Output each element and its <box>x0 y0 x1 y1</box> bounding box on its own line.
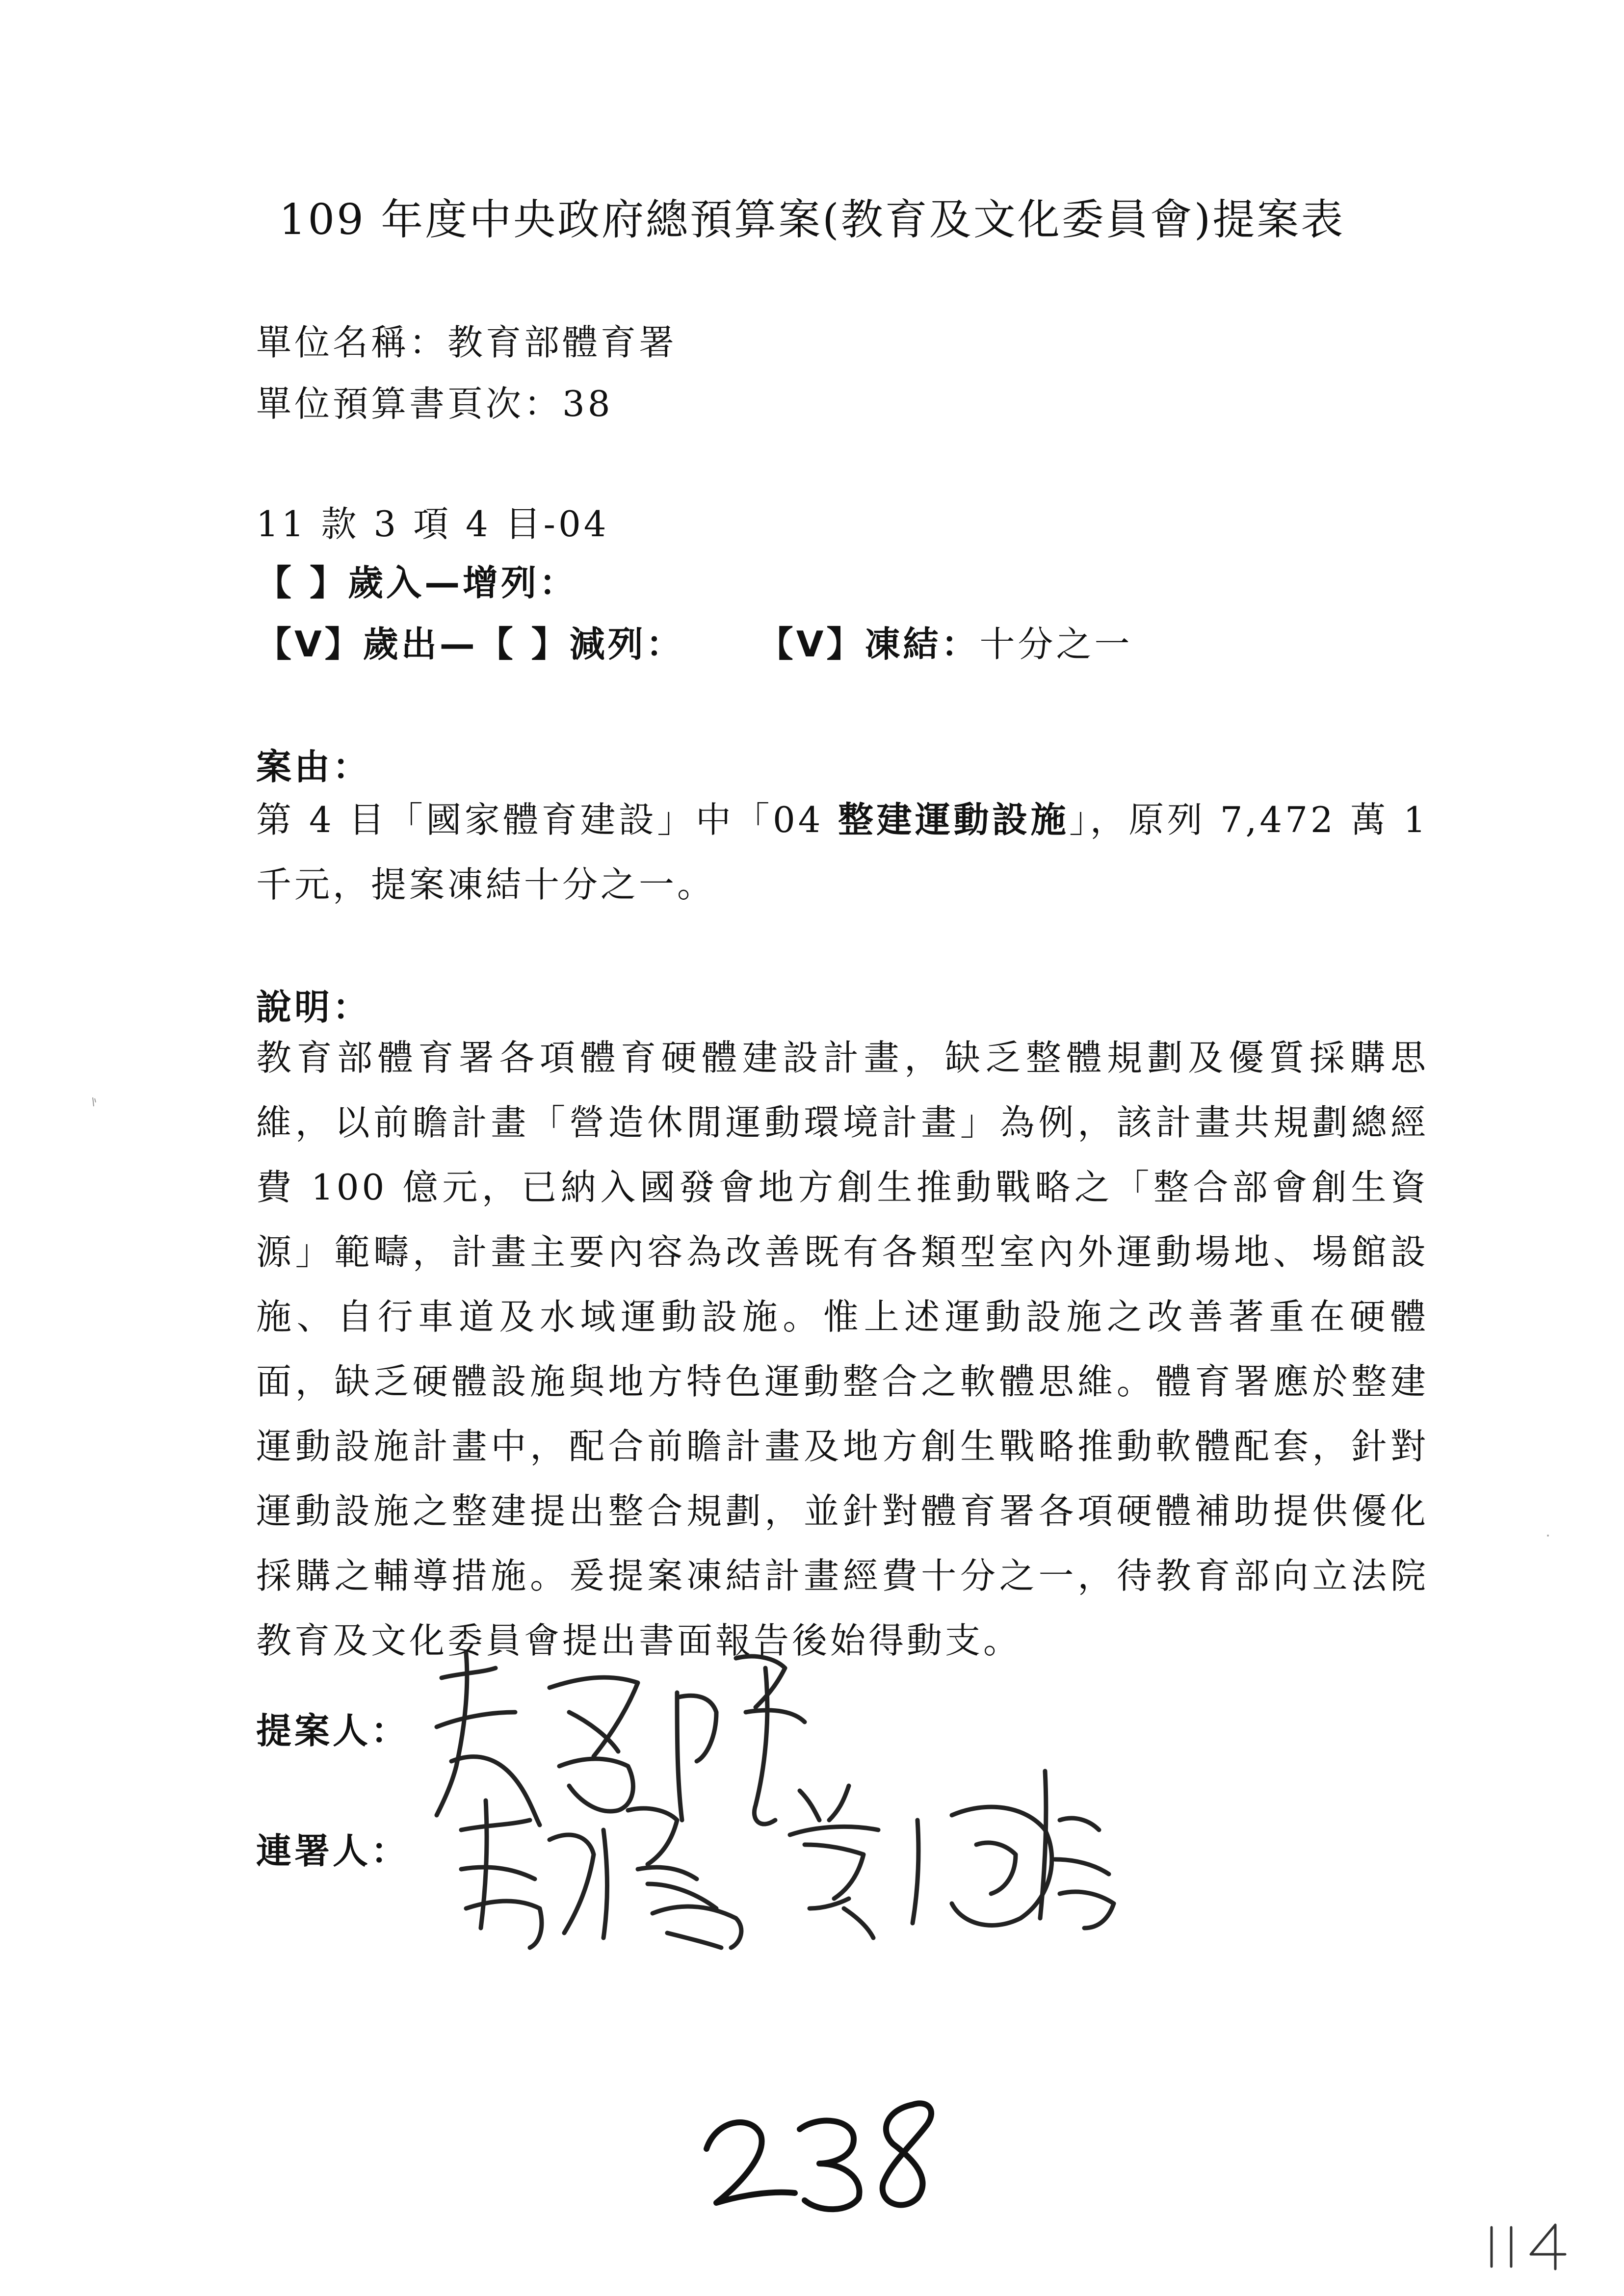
item-code: 11 款 3 項 4 目-04 <box>256 503 609 545</box>
cause-text-part-1: 第 4 目「國家體育建設」中「04 <box>256 799 838 840</box>
scan-speck <box>91 1096 98 1107</box>
explanation-heading: 說明： <box>256 987 371 1028</box>
proposer-label: 提案人： <box>256 1710 410 1751</box>
cause-text-part-2: 」，原列 7,472 萬 1 千元，提案凍結十分之一。 <box>256 799 1429 905</box>
expenditure-prefix: 【V】歲出—【 】減列： <box>256 624 684 665</box>
unit-name: 單位名稱：教育部體育署 <box>256 322 678 363</box>
revenue-line: 【 】歲入—增列： <box>256 562 578 603</box>
explanation-text: 教育部體育署各項體育硬體建設計畫，缺乏整體規劃及優質採購思維，以前瞻計畫「營造休閒運動環境計畫」為例，該計畫共規劃總經費 100 億元，已納入國發會地方創生推動戰略之「整合部會創生資源」範疇，計畫主要內容為改善既有各類型室內外運動場地、場館設施、自行車道及水域運動設施。惟上述運動設施之改善著重在硬體面，缺乏硬體設施與地方特色運動整合之軟體思維。體育署應於整建運動設施計畫中，配合前瞻計畫及地方創生戰略推動軟體配套，針對運動設施之整建提出整合規劃，並針對體育署各項硬體補助提供優化採購之輔導措施。爰提案凍結計畫經費十分之一，待教育部向立法院教育及文化委員會提出書面報告後始得動支。 <box>256 1037 1429 1661</box>
freeze-value: 十分之一 <box>979 624 1133 665</box>
scan-speck <box>1545 1531 1550 1536</box>
freeze-prefix: 【V】凍結： <box>758 624 980 665</box>
budget-page: 單位預算書頁次：38 <box>256 383 613 424</box>
cause-text <box>256 787 1429 917</box>
cause-text-bold: 整建運動設施 <box>838 799 1070 840</box>
cause-heading: 案由： <box>256 746 371 787</box>
corner-page-number <box>1482 2218 1599 2278</box>
cosigner-signature-1 <box>442 1771 775 1967</box>
cosigner-label: 連署人： <box>256 1830 410 1872</box>
handwritten-page-number <box>697 2090 952 2219</box>
cosigner-signature-2 <box>770 1761 1124 1948</box>
expenditure-freeze-line <box>256 616 1133 667</box>
document-title: 109 年度中央政府總預算案(教育及文化委員會)提案表 <box>279 195 1345 244</box>
